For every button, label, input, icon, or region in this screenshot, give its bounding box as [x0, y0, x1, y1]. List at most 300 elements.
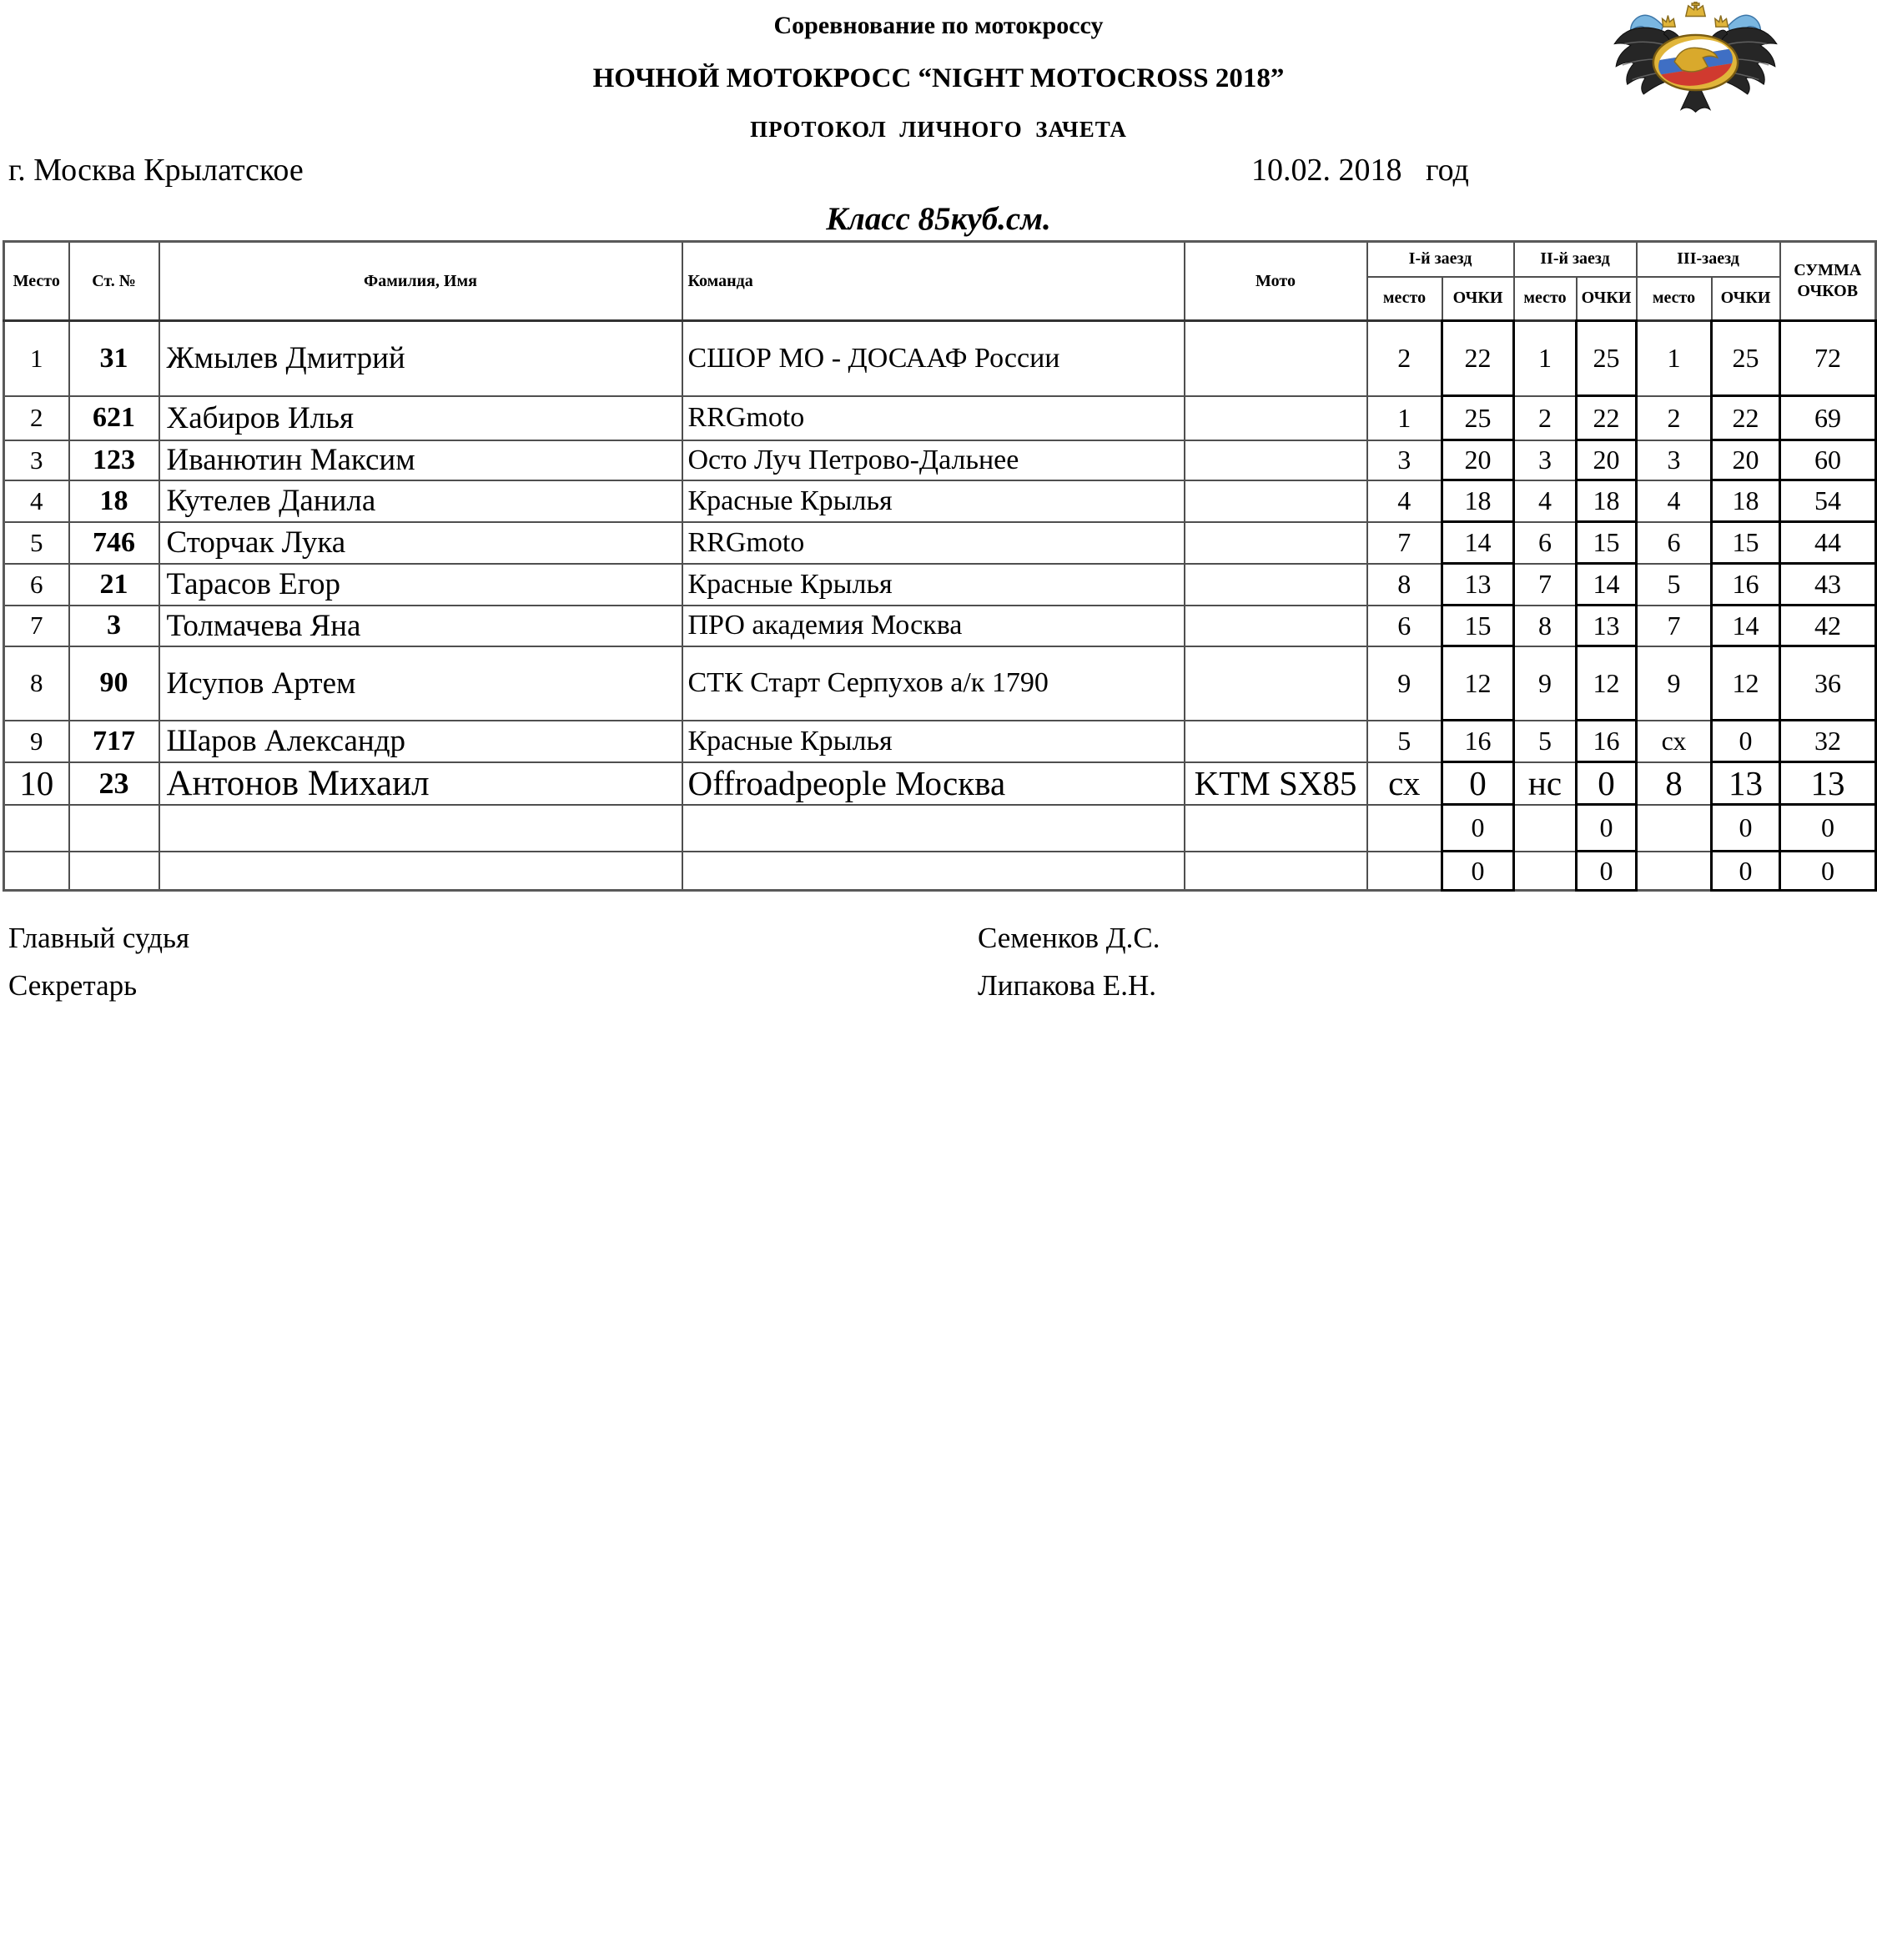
table-row: [4, 606, 1876, 646]
cell-r2p-text: 6: [1538, 527, 1552, 557]
cell-name: [159, 480, 682, 522]
cell-name: [159, 852, 682, 891]
cell-r3p-text: 6: [1667, 527, 1681, 557]
cell-r2p: [1514, 480, 1577, 522]
cell-r1s: [1442, 721, 1514, 762]
cell-r1s: [1442, 805, 1514, 852]
cell-r3s-text: 25: [1732, 343, 1759, 373]
results-table: [3, 240, 1877, 892]
cell-r2s: [1577, 522, 1637, 564]
cell-r3s: [1712, 805, 1780, 852]
table-row: [4, 522, 1876, 564]
cell-r1p: [1367, 646, 1442, 721]
cell-r3s: [1712, 646, 1780, 721]
cell-place: [4, 762, 69, 805]
cell-name-text: Хабиров Илья: [166, 400, 355, 435]
cell-r2s: [1577, 852, 1637, 891]
cell-name: [159, 321, 682, 396]
cell-r2s-text: 15: [1593, 527, 1620, 557]
cell-r1p: [1367, 440, 1442, 480]
cell-r1s: [1442, 762, 1514, 805]
cell-place-text: 9: [30, 726, 43, 756]
cell-r2p-text: 5: [1538, 726, 1552, 756]
cell-r3p-text: 5: [1667, 569, 1681, 599]
cell-r2p: [1514, 606, 1577, 646]
table-row: [4, 721, 1876, 762]
cell-place-text: 4: [30, 485, 43, 515]
cell-name-text: Иванютин Максим: [166, 443, 415, 477]
cell-r3p: [1637, 852, 1712, 891]
cell-r3p: [1637, 646, 1712, 721]
cell-r3p: [1637, 440, 1712, 480]
cell-total-text: 42: [1814, 610, 1841, 641]
cell-r1s-text: 0: [1471, 855, 1485, 886]
cell-r1p: [1367, 396, 1442, 440]
cell-r3s-text: 0: [1739, 812, 1753, 842]
col-header-race1-place: место: [1367, 277, 1442, 321]
cell-r3p: [1637, 564, 1712, 606]
cell-number-text: 717: [93, 725, 135, 756]
cell-r1s-text: 22: [1464, 343, 1492, 373]
cell-place: [4, 721, 69, 762]
col-header-place: Место: [4, 242, 69, 321]
cell-r3s: [1712, 852, 1780, 891]
cell-number: [69, 852, 159, 891]
table-row: [4, 321, 1876, 396]
cell-r3s-text: 15: [1732, 527, 1759, 557]
cell-number: [69, 762, 159, 805]
event-title: НОЧНОЙ МОТОКРОСС “NIGHT MOTOCROSS 2018”: [592, 63, 1285, 93]
cell-r3p: [1637, 321, 1712, 396]
cell-r1p: [1367, 762, 1442, 805]
cell-total: [1780, 805, 1876, 852]
cell-moto: [1185, 852, 1367, 891]
table-row: [4, 396, 1876, 440]
cell-total-text: 36: [1814, 667, 1841, 698]
cell-place: [4, 805, 69, 852]
cell-r1p: [1367, 852, 1442, 891]
cell-r3p: [1637, 805, 1712, 852]
cell-r1p: [1367, 321, 1442, 396]
cell-number: [69, 522, 159, 564]
cell-moto: [1185, 805, 1367, 852]
cell-team-text: Красные Крылья: [687, 485, 893, 516]
cell-r1p-text: 7: [1397, 527, 1412, 557]
col-header-race2-points: ОЧКИ: [1577, 277, 1637, 321]
cell-r3p-text: 4: [1667, 485, 1681, 515]
cell-total-text: 72: [1814, 343, 1841, 373]
cell-r1p-text: 8: [1397, 569, 1412, 599]
cell-number-text: 18: [99, 485, 128, 516]
cell-name-text: Жмылев Дмитрий: [166, 341, 405, 376]
cell-r3s: [1712, 396, 1780, 440]
cell-r2p-text: 3: [1538, 445, 1552, 475]
cell-total-text: 0: [1821, 812, 1834, 842]
cell-r1p-text: 5: [1397, 726, 1412, 756]
cell-team-text: Красные Крылья: [687, 725, 893, 756]
cell-name: [159, 396, 682, 440]
cell-place-text: 5: [30, 527, 43, 557]
col-header-race1-points: ОЧКИ: [1442, 277, 1514, 321]
cell-r1p: [1367, 805, 1442, 852]
cell-name: [159, 721, 682, 762]
cell-r3s-text: 12: [1732, 667, 1759, 698]
cell-r3s: [1712, 440, 1780, 480]
cell-team-text: СТК Старт Серпухов а/к 1790: [687, 667, 1049, 698]
cell-r1s: [1442, 852, 1514, 891]
cell-r3s-text: 20: [1732, 445, 1759, 475]
cell-total: [1780, 564, 1876, 606]
cell-r3s-text: 22: [1732, 402, 1759, 433]
cell-r3s: [1712, 522, 1780, 564]
cell-total: [1780, 646, 1876, 721]
cell-total: [1780, 440, 1876, 480]
cell-total-text: 13: [1810, 764, 1845, 802]
cell-r3s: [1712, 321, 1780, 396]
double-headed-eagle-icon: [1606, 2, 1785, 123]
cell-r3p: [1637, 606, 1712, 646]
table-row: [4, 852, 1876, 891]
cell-r1p-text: 3: [1397, 445, 1412, 475]
cell-number-text: 746: [93, 526, 135, 558]
cell-r3p-text: 7: [1667, 610, 1681, 641]
cell-moto: [1185, 762, 1367, 805]
table-row: [4, 480, 1876, 522]
cell-r2s-text: 13: [1593, 610, 1620, 641]
col-header-race1: I-й заезд: [1367, 242, 1514, 277]
cell-total: [1780, 606, 1876, 646]
cell-place: [4, 522, 69, 564]
cell-r3s: [1712, 480, 1780, 522]
cell-name-text: Шаров Александр: [166, 724, 406, 758]
col-header-name: Фамилия, Имя: [159, 242, 682, 321]
cell-total-text: 54: [1814, 485, 1841, 515]
cell-r2p-text: 9: [1538, 667, 1552, 698]
cell-r1s-text: 20: [1464, 445, 1492, 475]
cell-r3s-text: 13: [1729, 764, 1763, 802]
cell-r1s: [1442, 564, 1514, 606]
cell-place: [4, 321, 69, 396]
cell-r2s-text: 16: [1593, 726, 1620, 756]
cell-moto-text: KTM SX85: [1194, 764, 1357, 802]
cell-r2s-text: 20: [1593, 445, 1620, 475]
cell-r1p: [1367, 721, 1442, 762]
cell-r2s-text: 0: [1599, 855, 1613, 886]
cell-team: [682, 646, 1185, 721]
cell-r1s-text: 0: [1469, 764, 1487, 802]
cell-team: [682, 805, 1185, 852]
event-date: 10.02. 2018 год: [1251, 153, 1469, 188]
cell-place: [4, 480, 69, 522]
cell-total: [1780, 480, 1876, 522]
cell-place-text: 3: [30, 445, 43, 475]
cell-r3p-text: 8: [1665, 764, 1683, 802]
cell-r1p: [1367, 522, 1442, 564]
cell-total-text: 32: [1814, 726, 1841, 756]
cell-name: [159, 762, 682, 805]
cell-name: [159, 606, 682, 646]
cell-team: [682, 606, 1185, 646]
cell-r1s: [1442, 480, 1514, 522]
cell-r3p: [1637, 522, 1712, 564]
cell-r2p: [1514, 564, 1577, 606]
cell-team-text: RRGmoto: [687, 402, 805, 433]
cell-r2s-text: 0: [1599, 812, 1613, 842]
cell-number: [69, 721, 159, 762]
cell-moto: [1185, 606, 1367, 646]
secretary-label: Секретарь: [8, 969, 138, 1002]
cell-number-text: 123: [93, 444, 135, 475]
cell-name: [159, 646, 682, 721]
ministry-emblem: [1606, 2, 1785, 123]
cell-r1s-text: 18: [1464, 485, 1492, 515]
cell-r2s: [1577, 606, 1637, 646]
cell-number: [69, 396, 159, 440]
cell-number-text: 23: [98, 766, 129, 800]
cell-number: [69, 564, 159, 606]
cell-place-text: 8: [30, 668, 43, 697]
cell-r3p: [1637, 480, 1712, 522]
cell-team: [682, 522, 1185, 564]
cell-r2p-text: 1: [1538, 343, 1552, 374]
cell-r2p: [1514, 805, 1577, 852]
table-row: [4, 762, 1876, 805]
cell-number-text: 3: [107, 610, 121, 641]
cell-total-text: 43: [1814, 569, 1841, 599]
col-header-team: Команда: [682, 242, 1185, 321]
cell-team: [682, 852, 1185, 891]
cell-total: [1780, 321, 1876, 396]
header-row-top: [4, 242, 1876, 277]
cell-r1s: [1442, 522, 1514, 564]
cell-place-text: 6: [30, 569, 43, 599]
cell-team-text: Осто Луч Петрово-Дальнее: [687, 444, 1019, 475]
cell-team-text: СШОР МО - ДОСААФ России: [687, 342, 1060, 374]
cell-r2p: [1514, 852, 1577, 891]
col-header-total: СУММА ОЧКОВ: [1780, 242, 1876, 321]
cell-r3s: [1712, 762, 1780, 805]
cell-r3p-text: 9: [1667, 667, 1681, 698]
cell-r1p-text: 9: [1397, 667, 1412, 698]
cell-name: [159, 522, 682, 564]
cell-team: [682, 480, 1185, 522]
col-header-race2: II-й заезд: [1514, 242, 1637, 277]
cell-number-text: 621: [93, 402, 135, 433]
table-row: [4, 440, 1876, 480]
cell-r3s-text: 0: [1739, 855, 1753, 886]
cell-total: [1780, 852, 1876, 891]
cell-r1s-text: 13: [1464, 569, 1492, 599]
cell-r3p: [1637, 762, 1712, 805]
col-header-number: Ст. №: [69, 242, 159, 321]
col-header-race3-points: ОЧКИ: [1712, 277, 1780, 321]
cell-r2s-text: 14: [1593, 569, 1620, 599]
cell-total: [1780, 762, 1876, 805]
cell-r1s-text: 15: [1464, 610, 1492, 641]
cell-moto: [1185, 721, 1367, 762]
cell-r1s: [1442, 646, 1514, 721]
cell-r1s-text: 0: [1471, 812, 1485, 842]
cell-r3p-text: сх: [1661, 726, 1687, 756]
cell-total-text: 60: [1814, 445, 1841, 475]
cell-r2s: [1577, 480, 1637, 522]
cell-r3p-text: 3: [1667, 445, 1681, 475]
cell-moto: [1185, 321, 1367, 396]
cell-total-text: 44: [1814, 527, 1841, 557]
cell-moto: [1185, 396, 1367, 440]
cell-name: [159, 805, 682, 852]
class-title: Класс 85куб.см.: [826, 201, 1051, 237]
cell-total-text: 69: [1814, 402, 1841, 433]
cell-total-text: 0: [1821, 855, 1834, 886]
cell-team-text: Offroadpeople Москва: [687, 764, 1006, 802]
cell-r2s: [1577, 721, 1637, 762]
cell-r3s: [1712, 606, 1780, 646]
cell-team: [682, 564, 1185, 606]
cell-r2s: [1577, 805, 1637, 852]
cell-number: [69, 440, 159, 480]
cell-team: [682, 321, 1185, 396]
cell-place-text: 7: [30, 611, 43, 640]
cell-r3p: [1637, 721, 1712, 762]
table-row: [4, 564, 1876, 606]
cell-place: [4, 606, 69, 646]
cell-name-text: Антонов Михаил: [166, 763, 430, 803]
cell-r1s-text: 25: [1464, 402, 1492, 433]
cell-r2s: [1577, 396, 1637, 440]
cell-r3s: [1712, 564, 1780, 606]
cell-place: [4, 440, 69, 480]
cell-r1s: [1442, 321, 1514, 396]
cell-r2p: [1514, 646, 1577, 721]
cell-r2p: [1514, 321, 1577, 396]
cell-r1s-text: 14: [1464, 527, 1492, 557]
cell-number: [69, 321, 159, 396]
cell-r3s-text: 14: [1732, 610, 1759, 641]
cell-r1p: [1367, 564, 1442, 606]
table-row: [4, 646, 1876, 721]
cell-r2s: [1577, 321, 1637, 396]
cell-r1s: [1442, 606, 1514, 646]
cell-r2s-text: 18: [1593, 485, 1620, 515]
judge-label: Главный судья: [8, 922, 190, 954]
cell-name-text: Исупов Артем: [166, 666, 356, 701]
table-header: [4, 242, 1876, 321]
cell-team-text: Красные Крылья: [687, 568, 893, 600]
cell-place: [4, 564, 69, 606]
protocol-subtitle: ПРОТОКОЛ ЛИЧНОГО ЗАЧЕТА: [750, 117, 1127, 142]
cell-r1p: [1367, 480, 1442, 522]
cell-name: [159, 440, 682, 480]
cell-r1s-text: 16: [1464, 726, 1492, 756]
cell-r2s: [1577, 646, 1637, 721]
cell-r1p-text: 1: [1397, 402, 1412, 433]
cell-r3s-text: 0: [1739, 726, 1753, 756]
cell-r1s-text: 12: [1464, 667, 1492, 698]
cell-place: [4, 852, 69, 891]
cell-r1p-text: 4: [1397, 485, 1412, 515]
cell-r2p-text: нс: [1527, 764, 1562, 802]
col-header-race2-place: место: [1514, 277, 1577, 321]
cell-r2p: [1514, 762, 1577, 805]
cell-r1p-text: 6: [1397, 610, 1412, 641]
cell-name-text: Сторчак Лука: [166, 525, 346, 560]
document-title: Соревнование по мотокроссу: [773, 12, 1104, 39]
col-header-race3: III-заезд: [1637, 242, 1780, 277]
cell-number-text: 31: [99, 342, 128, 374]
cell-r2p-text: 8: [1538, 610, 1552, 641]
table-row: [4, 805, 1876, 852]
cell-total: [1780, 522, 1876, 564]
cell-moto: [1185, 480, 1367, 522]
cell-moto: [1185, 564, 1367, 606]
cell-r2s: [1577, 440, 1637, 480]
cell-number: [69, 805, 159, 852]
cell-r3p: [1637, 396, 1712, 440]
cell-r1s: [1442, 396, 1514, 440]
cell-moto: [1185, 522, 1367, 564]
cell-place-text: 10: [19, 764, 54, 802]
cell-name: [159, 564, 682, 606]
cell-number: [69, 646, 159, 721]
cell-r1p-text: 2: [1397, 343, 1412, 374]
cell-r2p: [1514, 440, 1577, 480]
cell-r3s: [1712, 721, 1780, 762]
cell-r2s-text: 0: [1598, 764, 1615, 802]
cell-r2s: [1577, 564, 1637, 606]
cell-r3s-text: 18: [1732, 485, 1759, 515]
cell-number: [69, 606, 159, 646]
cell-number-text: 90: [99, 667, 128, 698]
cell-r3p-text: 1: [1667, 343, 1681, 374]
cell-place: [4, 396, 69, 440]
cell-r3s-text: 16: [1732, 569, 1759, 599]
cell-r1p: [1367, 606, 1442, 646]
cell-team-text: ПРО академия Москва: [687, 610, 963, 641]
cell-r2s-text: 25: [1593, 343, 1620, 373]
cell-number-text: 21: [99, 568, 128, 600]
cell-place-text: 1: [30, 343, 43, 373]
cell-name-text: Толмачева Яна: [166, 608, 361, 643]
cell-team: [682, 762, 1185, 805]
cell-r2p: [1514, 396, 1577, 440]
cell-number: [69, 480, 159, 522]
cell-r2p-text: 2: [1538, 402, 1552, 433]
cell-r1p-text: сх: [1388, 764, 1421, 802]
cell-r1s: [1442, 440, 1514, 480]
cell-team: [682, 721, 1185, 762]
cell-place-text: 2: [30, 403, 43, 432]
cell-name-text: Кутелев Данила: [166, 484, 376, 518]
judge-name: Семенков Д.С.: [978, 922, 1160, 954]
cell-team: [682, 396, 1185, 440]
cell-r2p-text: 7: [1538, 569, 1552, 599]
secretary-name: Липакова Е.Н.: [978, 969, 1156, 1002]
col-header-moto: Мото: [1185, 242, 1367, 321]
col-header-race3-place: место: [1637, 277, 1712, 321]
cell-r2s-text: 22: [1593, 402, 1620, 433]
cell-place: [4, 646, 69, 721]
cell-total: [1780, 721, 1876, 762]
cell-r2s: [1577, 762, 1637, 805]
event-location: г. Москва Крылатское: [8, 153, 304, 188]
cell-r2p: [1514, 522, 1577, 564]
cell-r2s-text: 12: [1593, 667, 1620, 698]
cell-total: [1780, 396, 1876, 440]
cell-r2p-text: 4: [1538, 485, 1552, 515]
cell-r2p: [1514, 721, 1577, 762]
cell-team-text: RRGmoto: [687, 526, 805, 558]
